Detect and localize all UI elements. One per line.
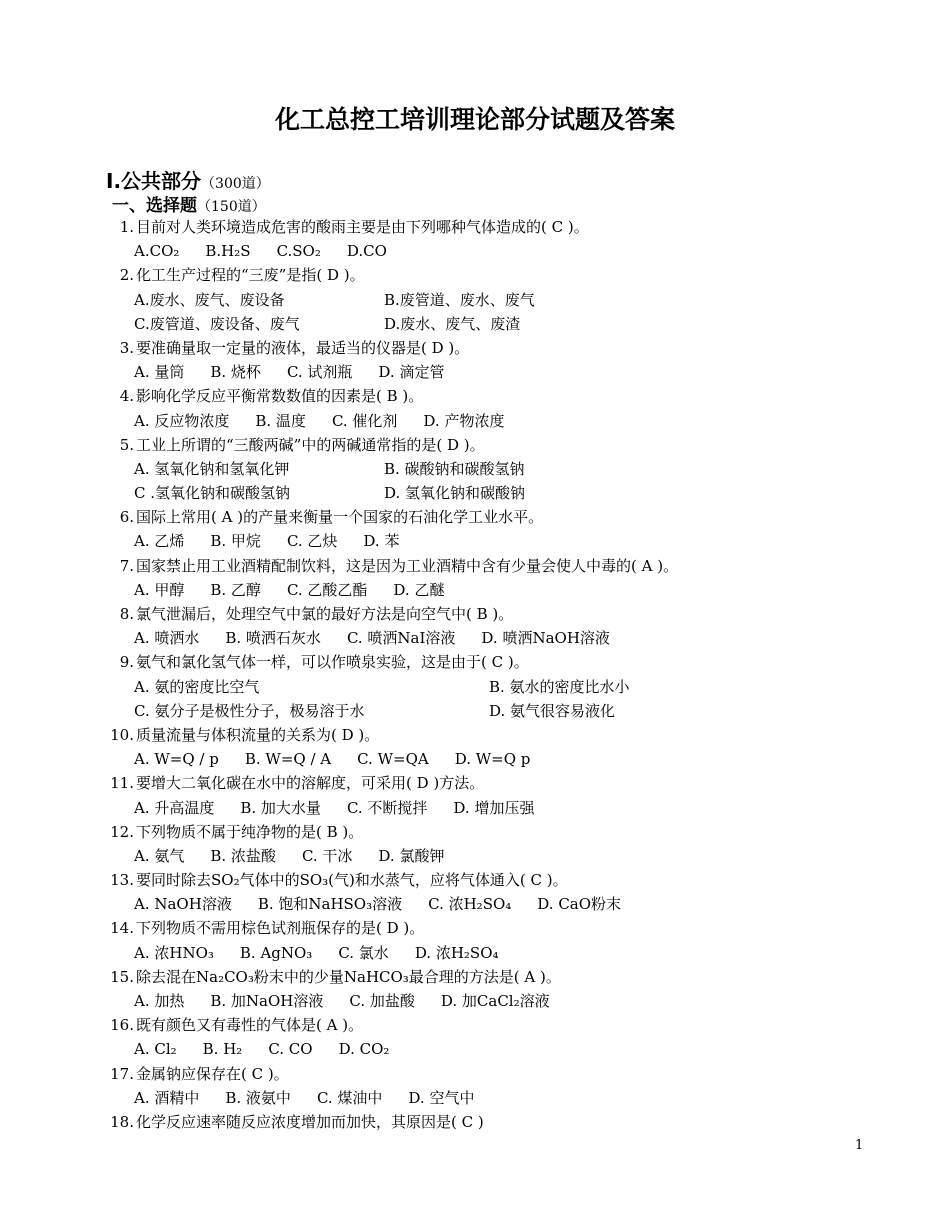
answer-option: A. 乙烯 (134, 532, 185, 551)
answer-option: C .氢氧化钠和碳酸氢钠 (134, 484, 291, 503)
answer-option: B. 温度 (255, 411, 306, 430)
option-row (96, 457, 896, 481)
answer-option: B. 加大水量 (240, 798, 321, 817)
question-item (96, 1013, 896, 1037)
answer-option: C.SO₂ (276, 242, 321, 261)
option-row (96, 312, 896, 336)
answer-option: D. 产物浓度 (423, 411, 505, 430)
question-number: 1. (119, 218, 134, 236)
answer-option: B. AgNO₃ (239, 943, 313, 962)
question-number: 18. (110, 1112, 134, 1131)
answer-option: C. 加盐酸 (349, 992, 415, 1010)
answer-option: D. 氨气很容易液化 (489, 701, 616, 720)
question-text: 除去混在Na₂CO₃粉末中的少量NaHCO₃最合理的方法是( A )。 (136, 967, 561, 986)
answer-option: A. Cl₂ (134, 1040, 177, 1059)
page-number: 1 (855, 1138, 864, 1153)
answer-option: B. 乙醇 (210, 580, 261, 599)
document-title: 化工总控工培训理论部分试题及答案 (274, 105, 675, 134)
question-item (96, 1062, 896, 1086)
question-text: 要准确量取一定量的液体，最适当的仪器是( D )。 (136, 338, 470, 357)
answer-option: A. 加热 (134, 992, 185, 1010)
option-row (96, 989, 896, 1013)
option-row (96, 481, 896, 505)
answer-option: A. 喷洒水 (134, 629, 200, 648)
answer-option: A. 酒精中 (134, 1088, 200, 1107)
answer-option: B. 喷洒石灰水 (225, 629, 321, 648)
question-text: 要增大二氧化碳在水中的溶解度，可采用( D )方法。 (136, 774, 485, 793)
question-text: 国家禁止用工业酒精配制饮料，这是因为工业酒精中含有少量会使人中毒的( A )。 (136, 556, 679, 575)
question-number: 13. (110, 871, 134, 890)
subsection-heading (112, 191, 266, 216)
question-item (96, 868, 896, 892)
answer-option: A. 氨气 (134, 846, 185, 865)
question-number: 12. (110, 822, 134, 841)
answer-option: C. 氯水 (338, 943, 389, 962)
question-number: 16. (110, 1016, 134, 1035)
question-number: 6. (119, 508, 134, 527)
answer-option: D. 乙醚 (393, 580, 445, 599)
answer-option: B. 加NaOH溶液 (210, 992, 324, 1010)
question-item (96, 965, 896, 989)
question-item (96, 263, 896, 287)
answer-option: D. 苯 (363, 532, 400, 551)
answer-option: A. 甲醇 (134, 580, 185, 599)
answer-option: C. 乙酸乙酯 (286, 580, 368, 599)
answer-option: C. 干冰 (301, 846, 353, 865)
answer-option: D. W=Q p (454, 750, 531, 769)
answer-option: A.CO₂ (134, 242, 180, 261)
answer-option: B. W=Q / A (244, 750, 332, 769)
answer-option: D. 空气中 (408, 1088, 475, 1107)
answer-option: D. 浓H₂SO₄ (414, 943, 499, 962)
question-number: 10. (110, 725, 134, 744)
answer-option: C. 浓H₂SO₄ (428, 895, 512, 914)
option-row (96, 675, 896, 699)
question-number: 14. (110, 919, 134, 938)
question-text: 影响化学反应平衡常数数值的因素是( B )。 (136, 387, 424, 406)
question-item (96, 602, 896, 626)
question-item (96, 336, 896, 360)
answer-option: C. W=QA (357, 750, 429, 769)
answer-option: A. 量筒 (134, 363, 185, 382)
option-row (96, 1037, 896, 1061)
option-row (96, 529, 896, 553)
question-number: 11. (110, 774, 134, 793)
question-item (96, 554, 896, 578)
option-row (96, 239, 896, 263)
question-item (96, 820, 896, 844)
answer-option: D. 喷洒NaOH溶液 (481, 629, 610, 648)
answer-option: D. 氯酸钾 (378, 846, 445, 865)
option-row (96, 288, 896, 312)
answer-option: A.废水、废气、废设备 (134, 290, 285, 309)
section-heading (106, 165, 270, 194)
answer-option: C. 催化剂 (331, 411, 398, 430)
option-row (96, 409, 896, 433)
answer-option: B. H₂ (202, 1040, 243, 1059)
subsection-note: （150道） (197, 199, 266, 215)
option-row (96, 796, 896, 820)
answer-option: C. 煤油中 (316, 1088, 383, 1107)
answer-option: D.CO (346, 242, 387, 261)
answer-option: D. 增加压强 (453, 798, 535, 817)
question-item (96, 384, 896, 408)
question-item (96, 505, 896, 529)
subsection-label: 一、选择题 (112, 196, 197, 216)
question-list (96, 215, 896, 1134)
option-row (96, 844, 896, 868)
option-row (96, 360, 896, 384)
question-number: 9. (119, 653, 134, 672)
question-item (96, 723, 896, 747)
question-text: 氨气和氯化氢气体一样，可以作喷泉实验，这是由于( C )。 (136, 653, 529, 672)
question-item (96, 650, 896, 674)
answer-option: C. 氨分子是极性分子，极易溶于水 (134, 701, 365, 720)
question-item (96, 215, 896, 239)
option-row (96, 747, 896, 771)
answer-option: C. 不断搅拌 (346, 798, 428, 817)
question-text: 工业上所谓的“三酸两碱”中的两碱通常指的是( D )。 (136, 435, 485, 454)
question-item (96, 916, 896, 940)
answer-option: B. 饱和NaHSO₃溶液 (257, 895, 403, 914)
question-number: 7. (119, 556, 134, 575)
answer-option: D. CaO粉末 (537, 895, 622, 914)
question-item (96, 433, 896, 457)
question-text: 下列物质不需用棕色试剂瓶保存的是( D )。 (136, 919, 425, 938)
question-item (96, 1110, 896, 1134)
answer-option: A. 氨的密度比空气 (134, 677, 260, 696)
answer-option: A. W=Q / p (134, 750, 219, 769)
question-number: 5. (119, 435, 134, 454)
option-row (96, 578, 896, 602)
answer-option: B.废管道、废水、废气 (384, 290, 535, 309)
answer-option: D.废水、废气、废渣 (384, 314, 521, 333)
answer-option: B. 浓盐酸 (210, 846, 276, 865)
answer-option: D. 滴定管 (378, 363, 445, 382)
answer-option: C. 喷洒NaI溶液 (346, 629, 456, 648)
answer-option: C.废管道、废设备、废气 (134, 314, 300, 333)
question-text: 下列物质不属于纯净物的是( B )。 (136, 822, 364, 841)
question-number: 8. (119, 605, 134, 623)
answer-option: B. 烧杯 (210, 363, 261, 382)
section-label: Ⅰ.公共部分 (106, 169, 202, 193)
question-item (96, 771, 896, 795)
question-text: 氯气泄漏后，处理空气中氯的最好方法是向空气中( B )。 (136, 605, 514, 623)
answer-option: C. CO (268, 1040, 313, 1059)
option-row (96, 1086, 896, 1110)
question-text: 金属钠应保存在( C )。 (136, 1064, 289, 1083)
section-note: （300道） (201, 176, 270, 192)
answer-option: B. 碳酸钠和碳酸氢钠 (384, 459, 525, 478)
question-number: 4. (119, 387, 134, 406)
question-text: 化学反应速率随反应浓度增加而加快，其原因是( C ) (136, 1112, 484, 1131)
answer-option: B.H₂S (205, 242, 251, 261)
question-text: 目前对人类环境造成危害的酸雨主要是由下列哪种气体造成的( C )。 (136, 218, 589, 236)
option-row (96, 941, 896, 965)
answer-option: A. 反应物浓度 (134, 411, 230, 430)
answer-option: B. 甲烷 (210, 532, 261, 551)
answer-option: A. NaOH溶液 (134, 895, 232, 914)
answer-option: A. 升高温度 (134, 798, 215, 817)
answer-option: D. 氢氧化钠和碳酸钠 (384, 484, 526, 503)
question-text: 国际上常用( A )的产量来衡量一个国家的石油化学工业水平。 (136, 508, 544, 527)
answer-option: A. 浓HNO₃ (134, 943, 214, 962)
question-text: 质量流量与体积流量的关系为( D )。 (136, 725, 380, 744)
question-number: 17. (110, 1064, 134, 1083)
question-text: 化工生产过程的“三废”是指( D )。 (136, 266, 365, 285)
answer-option: A. 氢氧化钠和氢氧化钾 (134, 459, 290, 478)
question-number: 2. (119, 266, 134, 285)
answer-option: B. 液氨中 (225, 1088, 291, 1107)
answer-option: B. 氨水的密度比水小 (489, 677, 630, 696)
answer-option: D. CO₂ (338, 1040, 390, 1059)
answer-option: D. 加CaCl₂溶液 (440, 992, 550, 1010)
question-number: 15. (110, 967, 134, 986)
option-row (96, 892, 896, 916)
option-row (96, 626, 896, 650)
answer-option: C. 乙炔 (286, 532, 338, 551)
question-text: 既有颜色又有毒性的气体是( A )。 (136, 1016, 364, 1035)
answer-option: C. 试剂瓶 (286, 363, 353, 382)
question-text: 要同时除去SO₂气体中的SO₃(气)和水蒸气，应将气体通入( C )。 (136, 871, 568, 890)
question-number: 3. (119, 338, 134, 357)
option-row (96, 699, 896, 723)
